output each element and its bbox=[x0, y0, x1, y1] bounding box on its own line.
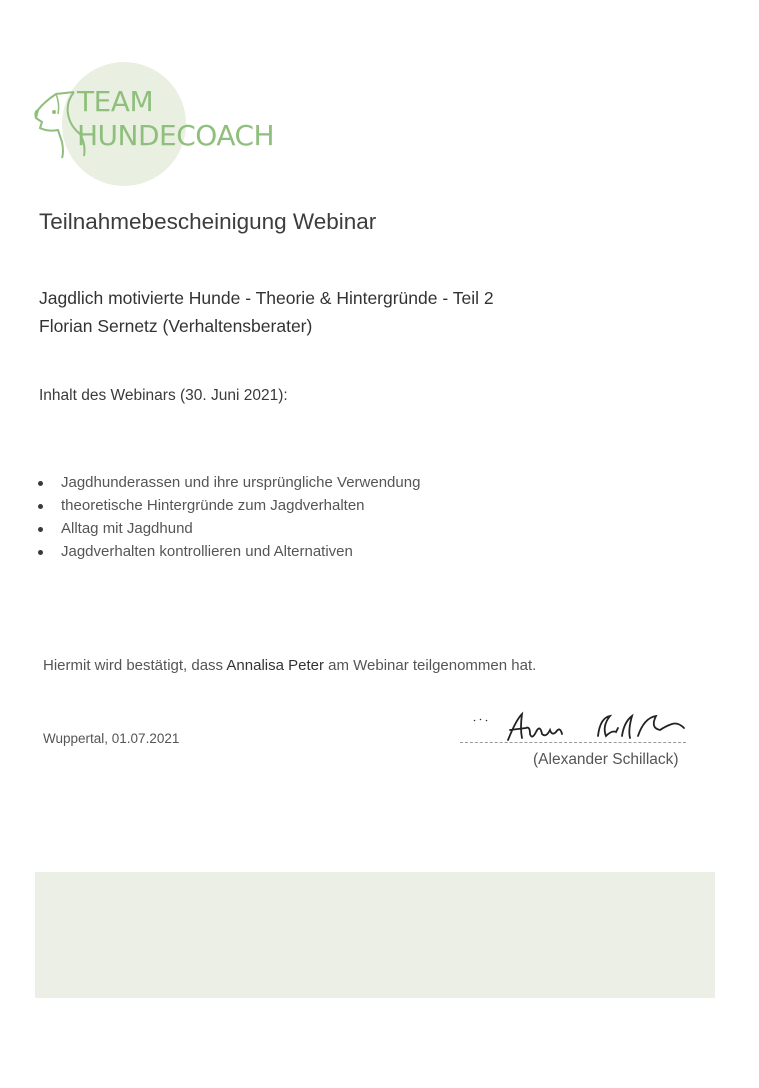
bullet-icon bbox=[38, 481, 43, 486]
list-item bbox=[38, 495, 420, 518]
handwritten-signature bbox=[460, 706, 692, 750]
topic-text: theoretische Hintergründe zum Jagdverhalten bbox=[61, 497, 365, 514]
webinar-speaker: Florian Sernetz (Verhaltensberater) bbox=[39, 316, 313, 336]
bullet-icon bbox=[38, 527, 43, 532]
logo-text-line1: TEAM bbox=[77, 85, 154, 118]
topic-text: Jagdverhalten kontrollieren und Alternativen bbox=[61, 543, 353, 560]
confirmation-text bbox=[43, 657, 536, 674]
topics-list bbox=[38, 472, 420, 564]
content-heading: Inhalt des Webinars (30. Juni 2021): bbox=[39, 387, 288, 404]
footer-band bbox=[35, 872, 715, 998]
confirmation-prefix: Hiermit wird bestätigt, dass bbox=[43, 657, 227, 674]
place-date: Wuppertal, 01.07.2021 bbox=[43, 731, 180, 746]
confirmation-suffix: am Webinar teilgenommen hat. bbox=[323, 657, 537, 674]
webinar-name: Jagdlich motivierte Hunde - Theorie & Hintergründe - Teil 2 bbox=[39, 288, 494, 308]
team-hundecoach-logo bbox=[34, 60, 314, 190]
list-item bbox=[38, 518, 420, 541]
topic-text: Jagdhunderassen und ihre ursprüngliche Verwendung bbox=[61, 474, 421, 491]
signature-line bbox=[460, 742, 686, 743]
topic-text: Alltag mit Jagdhund bbox=[61, 520, 193, 537]
bullet-icon bbox=[38, 504, 43, 509]
logo-text-line2: HUNDECOACH bbox=[77, 119, 275, 152]
signer-name: (Alexander Schillack) bbox=[533, 751, 679, 768]
list-item bbox=[38, 472, 420, 495]
list-item bbox=[38, 541, 420, 564]
bullet-icon bbox=[38, 550, 43, 555]
participant-name: Annalisa Peter bbox=[226, 657, 324, 674]
certificate-title: Teilnahmebescheinigung Webinar bbox=[39, 209, 377, 234]
